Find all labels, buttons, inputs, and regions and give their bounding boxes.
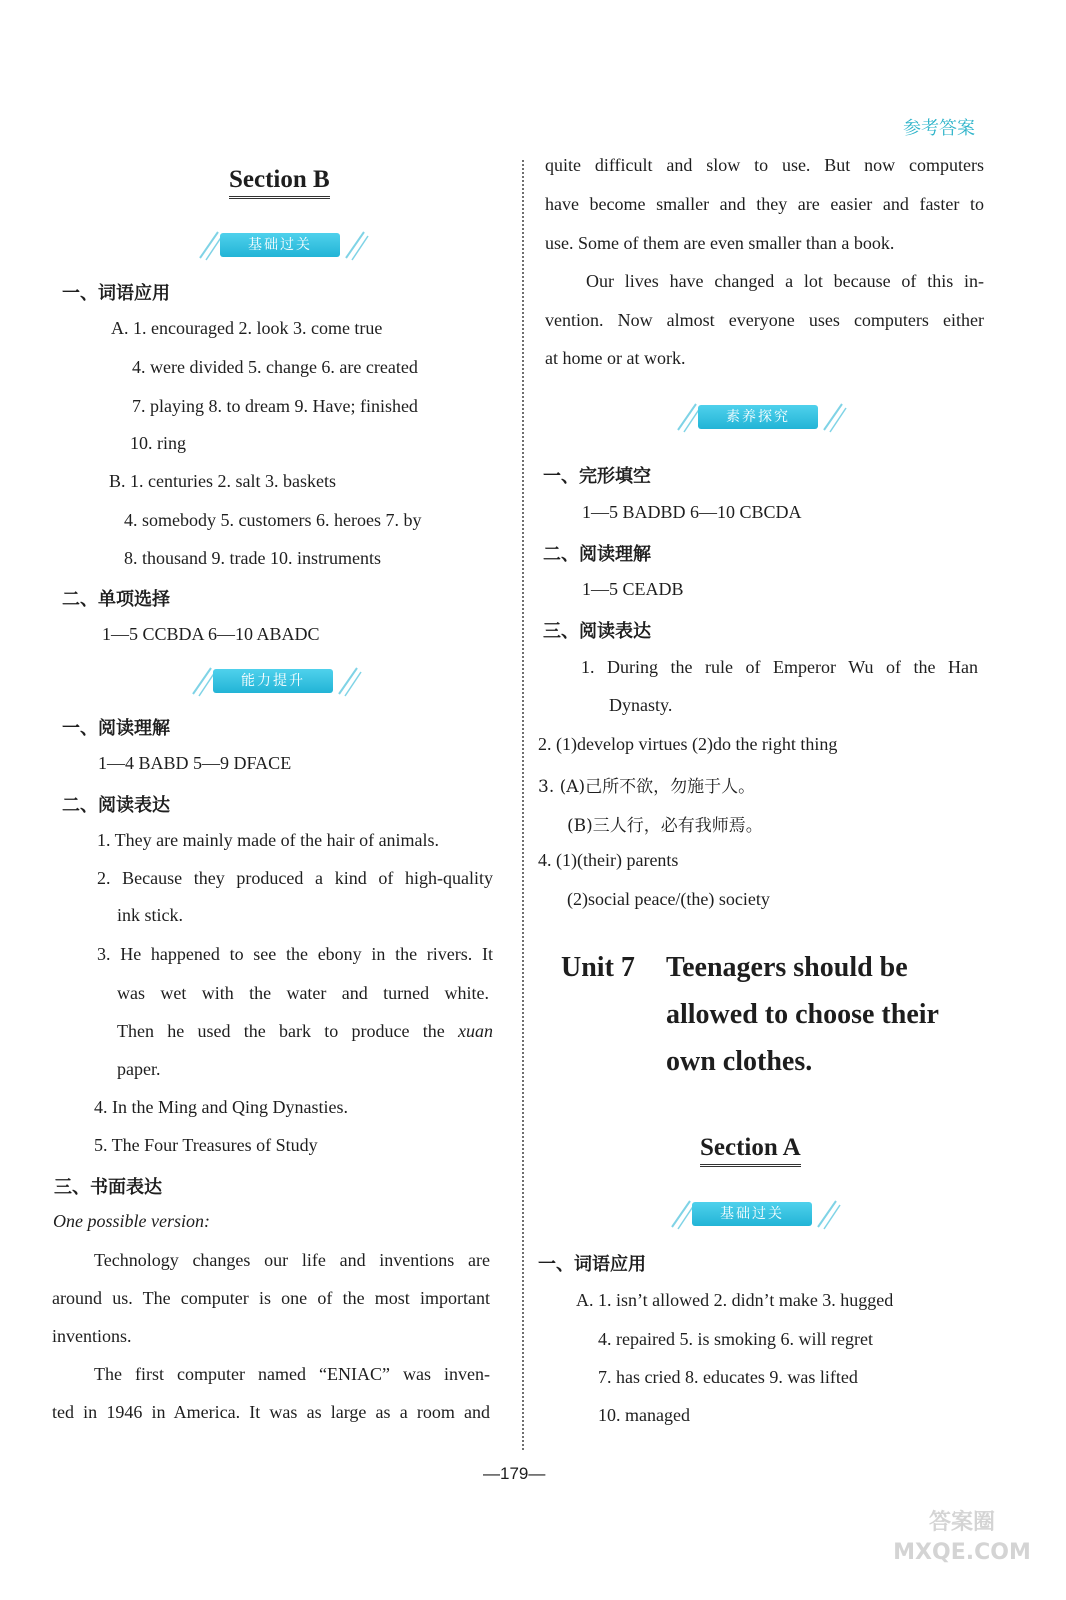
- answer-line: 1. They are mainly made of the hair of animals.: [97, 830, 440, 850]
- heading-vocab: 一、词语应用: [62, 283, 170, 304]
- answer-line: 7. playing 8. to dream 9. Have; finished: [132, 396, 418, 416]
- possible-version-label: One possible version:: [53, 1211, 210, 1231]
- answer-line: 10. managed: [598, 1405, 690, 1425]
- essay-line: at home or at work.: [545, 348, 686, 368]
- unit-title-line: Teenagers should be: [666, 952, 908, 983]
- answer-line: 3. (A)己所不欲，勿施于人。: [538, 777, 756, 797]
- unit-label: Unit 7: [561, 952, 635, 983]
- essay-line: around us. The computer is one of the most important: [52, 1288, 490, 1308]
- badge-ability: [189, 664, 361, 698]
- answer-line: A. 1. encouraged 2. look 3. come true: [111, 318, 383, 338]
- essay-line: quite difficult and slow to use. But now computers: [545, 155, 984, 175]
- heading-writing: 三、书面表达: [54, 1177, 162, 1198]
- answer-line: B. 1. centuries 2. salt 3. baskets: [109, 471, 336, 491]
- answer-line: paper.: [117, 1059, 161, 1079]
- answer-line: (B)三人行，必有我师焉。: [567, 816, 763, 836]
- badge-basic-2: [668, 1197, 840, 1231]
- answer-line: 4. repaired 5. is smoking 6. will regret: [598, 1329, 873, 1349]
- answer-line: 3. He happened to see the ebony in the rivers. It: [97, 944, 493, 964]
- essay-line: Our lives have changed a lot because of this in-: [586, 271, 984, 291]
- essay-line: The first computer named “ENIAC” was inven-: [94, 1364, 490, 1384]
- answer-line: Dynasty.: [609, 695, 673, 715]
- essay-line: have become smaller and they are easier and faster to: [545, 194, 984, 214]
- section-title-a: Section A: [700, 1134, 801, 1167]
- watermark-logo: 答案圈 MXQE.COM: [893, 1510, 1031, 1565]
- answer-text-italic: xuan: [458, 1021, 493, 1041]
- answer-line: ink stick.: [117, 905, 183, 925]
- answer-line: 4. somebody 5. customers 6. heroes 7. by: [124, 510, 422, 530]
- unit-title-line: allowed to choose their: [666, 999, 939, 1030]
- slash-decoration-icon: [814, 1197, 842, 1231]
- badge-label: 基础过关: [692, 1202, 812, 1226]
- answer-line: 1—5 BADBD 6—10 CBCDA: [582, 502, 802, 522]
- answer-line: [117, 1021, 493, 1042]
- unit-title-line: own clothes.: [666, 1046, 813, 1077]
- essay-line: Technology changes our life and inventions are: [94, 1250, 490, 1270]
- badge-basic-1: [196, 228, 368, 262]
- answer-line: 4. were divided 5. change 6. are created: [132, 357, 418, 377]
- badge-label: 基础过关: [220, 233, 340, 257]
- answer-line: 7. has cried 8. educates 9. was lifted: [598, 1367, 858, 1387]
- answer-line: 1—5 CEADB: [582, 579, 684, 599]
- answer-line: 1—4 BABD 5—9 DFACE: [98, 753, 292, 773]
- essay-line: ted in 1946 in America. It was as large as a room and: [52, 1402, 490, 1422]
- answer-line: 4. In the Ming and Qing Dynasties.: [94, 1097, 348, 1117]
- unit-title: [666, 944, 939, 1085]
- page-number: —179—: [483, 1464, 546, 1483]
- heading-reading-expression: 二、阅读表达: [62, 795, 170, 816]
- essay-line: use. Some of them are even smaller than a book.: [545, 233, 895, 253]
- heading-cloze: 一、完形填空: [543, 466, 651, 487]
- slash-decoration-icon: [820, 400, 848, 434]
- header-label: 参考答案: [903, 118, 975, 139]
- badge-literacy: [674, 400, 846, 434]
- heading-single-choice: 二、单项选择: [62, 589, 170, 610]
- answer-line: 5. The Four Treasures of Study: [94, 1135, 318, 1155]
- answer-line: A. 1. isn’t allowed 2. didn’t make 3. hugged: [576, 1290, 894, 1310]
- heading-reading: 一、阅读理解: [62, 718, 170, 739]
- answer-line: was wet with the water and turned white.: [117, 983, 489, 1003]
- section-title-b: Section B: [229, 166, 330, 199]
- answer-line: 8. thousand 9. trade 10. instruments: [124, 548, 381, 568]
- badge-label: 能力提升: [213, 669, 333, 693]
- heading-reading: 二、阅读理解: [543, 544, 651, 565]
- answer-line: 1—5 CCBDA 6—10 ABADC: [102, 624, 320, 644]
- slash-decoration-icon: [342, 228, 370, 262]
- heading-reading-expression: 三、阅读表达: [543, 621, 651, 642]
- column-divider: [522, 160, 524, 1450]
- answer-text: Then he used the bark to produce the: [117, 1021, 458, 1041]
- essay-line: inventions.: [52, 1326, 132, 1346]
- answer-line: 10. ring: [130, 433, 186, 453]
- essay-line: vention. Now almost everyone uses computers either: [545, 310, 984, 330]
- answer-line: 2. (1)develop virtues (2)do the right thing: [538, 734, 838, 754]
- answer-line: 2. Because they produced a kind of high-quality: [97, 868, 493, 888]
- answer-line: 1. During the rule of Emperor Wu of the Han: [581, 657, 978, 677]
- badge-label: 素养探究: [698, 405, 818, 429]
- answer-line: 4. (1)(their) parents: [538, 850, 679, 870]
- answer-line: (2)social peace/(the) society: [567, 889, 770, 909]
- heading-vocab: 一、词语应用: [538, 1254, 646, 1275]
- slash-decoration-icon: [335, 664, 363, 698]
